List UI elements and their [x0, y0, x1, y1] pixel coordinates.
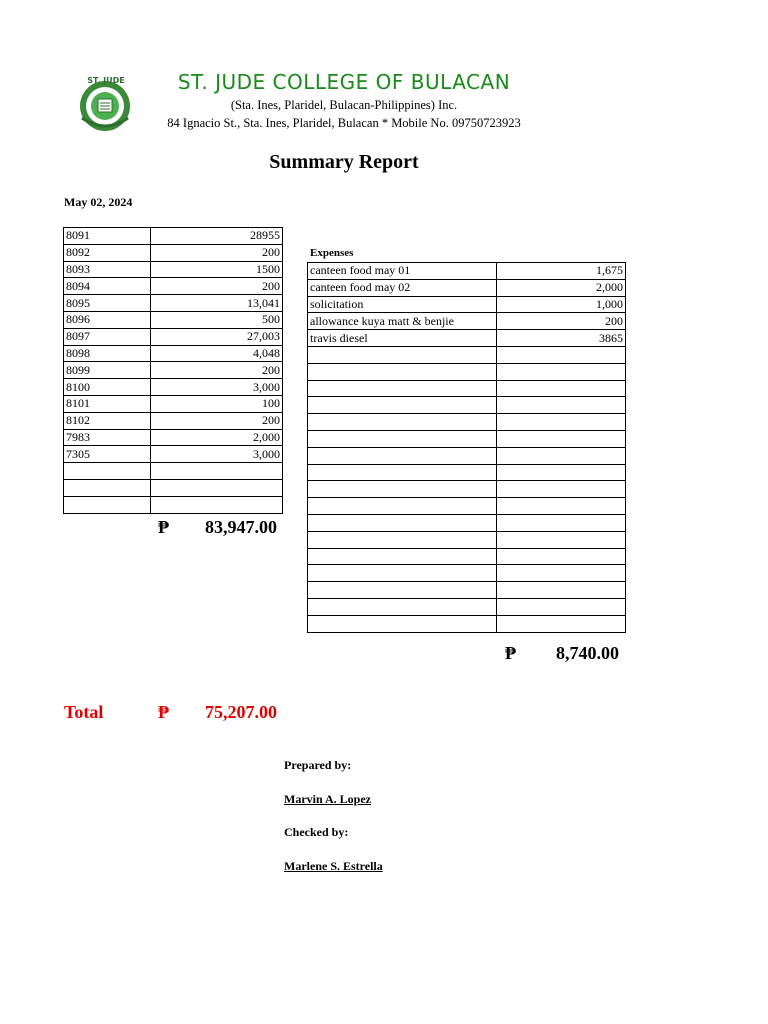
checked-by-label: Checked by: [284, 825, 349, 839]
grand-total-currency: ₱ [158, 702, 169, 722]
expense-row [308, 346, 626, 363]
receipt-row [64, 244, 283, 261]
expense-row-item [308, 531, 497, 548]
expense-row-item [308, 414, 497, 431]
receipt-row-code [64, 479, 151, 496]
receipt-row [64, 311, 283, 328]
expense-row-item [308, 397, 497, 414]
expense-row-item: canteen food may 02 [308, 279, 497, 296]
expense-row-amount [496, 498, 625, 515]
expense-row-amount [496, 397, 625, 414]
receipt-row [64, 295, 283, 312]
receipt-row-code: 8098 [64, 345, 151, 362]
expense-row [308, 498, 626, 515]
expense-row-amount: 1,000 [496, 296, 625, 313]
expense-row-amount [496, 346, 625, 363]
expense-row-amount [496, 615, 625, 632]
expense-row-amount [496, 582, 625, 599]
receipt-row [64, 328, 283, 345]
receipt-row [64, 228, 283, 245]
expense-row [308, 582, 626, 599]
expense-row-item: solicitation [308, 296, 497, 313]
grand-total-label: Total [64, 702, 104, 722]
receipt-row-code [64, 496, 151, 513]
expenses-total-currency: ₱ [505, 643, 516, 663]
receipt-row [64, 395, 283, 412]
receipt-row-code: 8092 [64, 244, 151, 261]
expense-row-amount: 2,000 [496, 279, 625, 296]
expense-row-item: canteen food may 01 [308, 263, 497, 280]
expense-row-item: allowance kuya matt & benjie [308, 313, 497, 330]
expense-row [308, 464, 626, 481]
expense-row [308, 548, 626, 565]
expense-row [308, 363, 626, 380]
expense-row [308, 531, 626, 548]
expense-row-item [308, 380, 497, 397]
expense-row [308, 263, 626, 280]
prepared-by-label: Prepared by: [284, 758, 352, 772]
expense-row-item [308, 447, 497, 464]
expense-row-item [308, 363, 497, 380]
receipt-row-amount: 200 [151, 412, 283, 429]
receipt-row-amount: 500 [151, 311, 283, 328]
expense-row [308, 598, 626, 615]
expense-row-item [308, 346, 497, 363]
expense-row-item: travis diesel [308, 330, 497, 347]
expense-row [308, 447, 626, 464]
receipts-table [63, 227, 283, 514]
expense-row [308, 313, 626, 330]
receipt-row [64, 446, 283, 463]
receipt-row-code: 8096 [64, 311, 151, 328]
expense-row [308, 481, 626, 498]
expense-row [308, 296, 626, 313]
expenses-label: Expenses [310, 247, 354, 259]
grand-total-value: 75,207.00 [205, 702, 277, 722]
expense-row-amount [496, 598, 625, 615]
receipt-row-code: 8095 [64, 295, 151, 312]
expense-row [308, 380, 626, 397]
receipt-row-amount: 1500 [151, 261, 283, 278]
expense-row-amount [496, 565, 625, 582]
expense-row-amount [496, 363, 625, 380]
school-name: ST. JUDE COLLEGE OF BULACAN [177, 70, 511, 94]
receipt-row-amount: 3,000 [151, 379, 283, 396]
receipt-row-code: 8099 [64, 362, 151, 379]
receipt-row-code: 8094 [64, 278, 151, 295]
receipt-row-amount: 200 [151, 362, 283, 379]
expenses-total: 8,740.00 [556, 643, 619, 663]
receipt-row-code: 8091 [64, 228, 151, 245]
expense-row-item [308, 565, 497, 582]
receipt-row-amount: 28955 [151, 228, 283, 245]
expense-row [308, 330, 626, 347]
expense-row [308, 514, 626, 531]
receipt-row-amount [151, 496, 283, 513]
expense-row-item [308, 615, 497, 632]
logo-text: ST. JUDE [87, 76, 125, 85]
receipt-row-amount: 13,041 [151, 295, 283, 312]
receipt-row-code [64, 463, 151, 480]
receipt-row-amount: 4,048 [151, 345, 283, 362]
expense-row [308, 565, 626, 582]
expense-row-item [308, 598, 497, 615]
school-address: 84 Ignacio St., Sta. Ines, Plaridel, Bulacan * Mobile No. 09750723923 [167, 116, 521, 130]
receipts-total-currency: ₱ [158, 517, 169, 537]
school-subtitle: (Sta. Ines, Plaridel, Bulacan-Philippines) Inc. [230, 98, 458, 112]
expense-row-amount [496, 380, 625, 397]
receipt-row [64, 278, 283, 295]
receipt-row-code: 7983 [64, 429, 151, 446]
expense-row [308, 430, 626, 447]
receipt-row-amount: 27,003 [151, 328, 283, 345]
expense-row-amount [496, 464, 625, 481]
receipt-row [64, 261, 283, 278]
expense-row-item [308, 548, 497, 565]
expense-row-item [308, 481, 497, 498]
report-title: Summary Report [269, 151, 419, 173]
expenses-table [307, 262, 626, 633]
expense-row [308, 279, 626, 296]
receipt-row-code: 8100 [64, 379, 151, 396]
receipt-row-amount: 2,000 [151, 429, 283, 446]
receipt-row-amount: 200 [151, 278, 283, 295]
receipt-row-amount [151, 463, 283, 480]
expense-row-amount: 3865 [496, 330, 625, 347]
expense-row [308, 397, 626, 414]
receipt-row-code: 8101 [64, 395, 151, 412]
receipt-row-amount: 100 [151, 395, 283, 412]
expense-row-item [308, 498, 497, 515]
receipt-row [64, 496, 283, 513]
expense-row [308, 615, 626, 632]
expense-row-amount: 200 [496, 313, 625, 330]
expense-row-item [308, 514, 497, 531]
receipt-row [64, 479, 283, 496]
expense-row-item [308, 464, 497, 481]
prepared-by-name: Marvin A. Lopez [284, 792, 371, 806]
receipt-row [64, 379, 283, 396]
expense-row-amount [496, 430, 625, 447]
receipt-row-amount: 200 [151, 244, 283, 261]
expense-row-amount [496, 414, 625, 431]
expense-row-amount: 1,675 [496, 263, 625, 280]
receipt-row [64, 429, 283, 446]
expense-row [308, 414, 626, 431]
receipt-row-code: 8097 [64, 328, 151, 345]
expense-row-amount [496, 531, 625, 548]
receipt-row-amount [151, 479, 283, 496]
receipt-row [64, 463, 283, 480]
report-date: May 02, 2024 [64, 195, 133, 209]
receipt-row-amount: 3,000 [151, 446, 283, 463]
receipt-row-code: 7305 [64, 446, 151, 463]
receipt-row [64, 362, 283, 379]
receipt-row-code: 8093 [64, 261, 151, 278]
receipt-row [64, 345, 283, 362]
receipts-total: 83,947.00 [205, 517, 277, 537]
checked-by-name: Marlene S. Estrella [284, 859, 383, 873]
receipt-row [64, 412, 283, 429]
expense-row-amount [496, 548, 625, 565]
receipt-row-code: 8102 [64, 412, 151, 429]
expense-row-amount [496, 447, 625, 464]
expense-row-item [308, 430, 497, 447]
expense-row-amount [496, 481, 625, 498]
expense-row-amount [496, 514, 625, 531]
expense-row-item [308, 582, 497, 599]
